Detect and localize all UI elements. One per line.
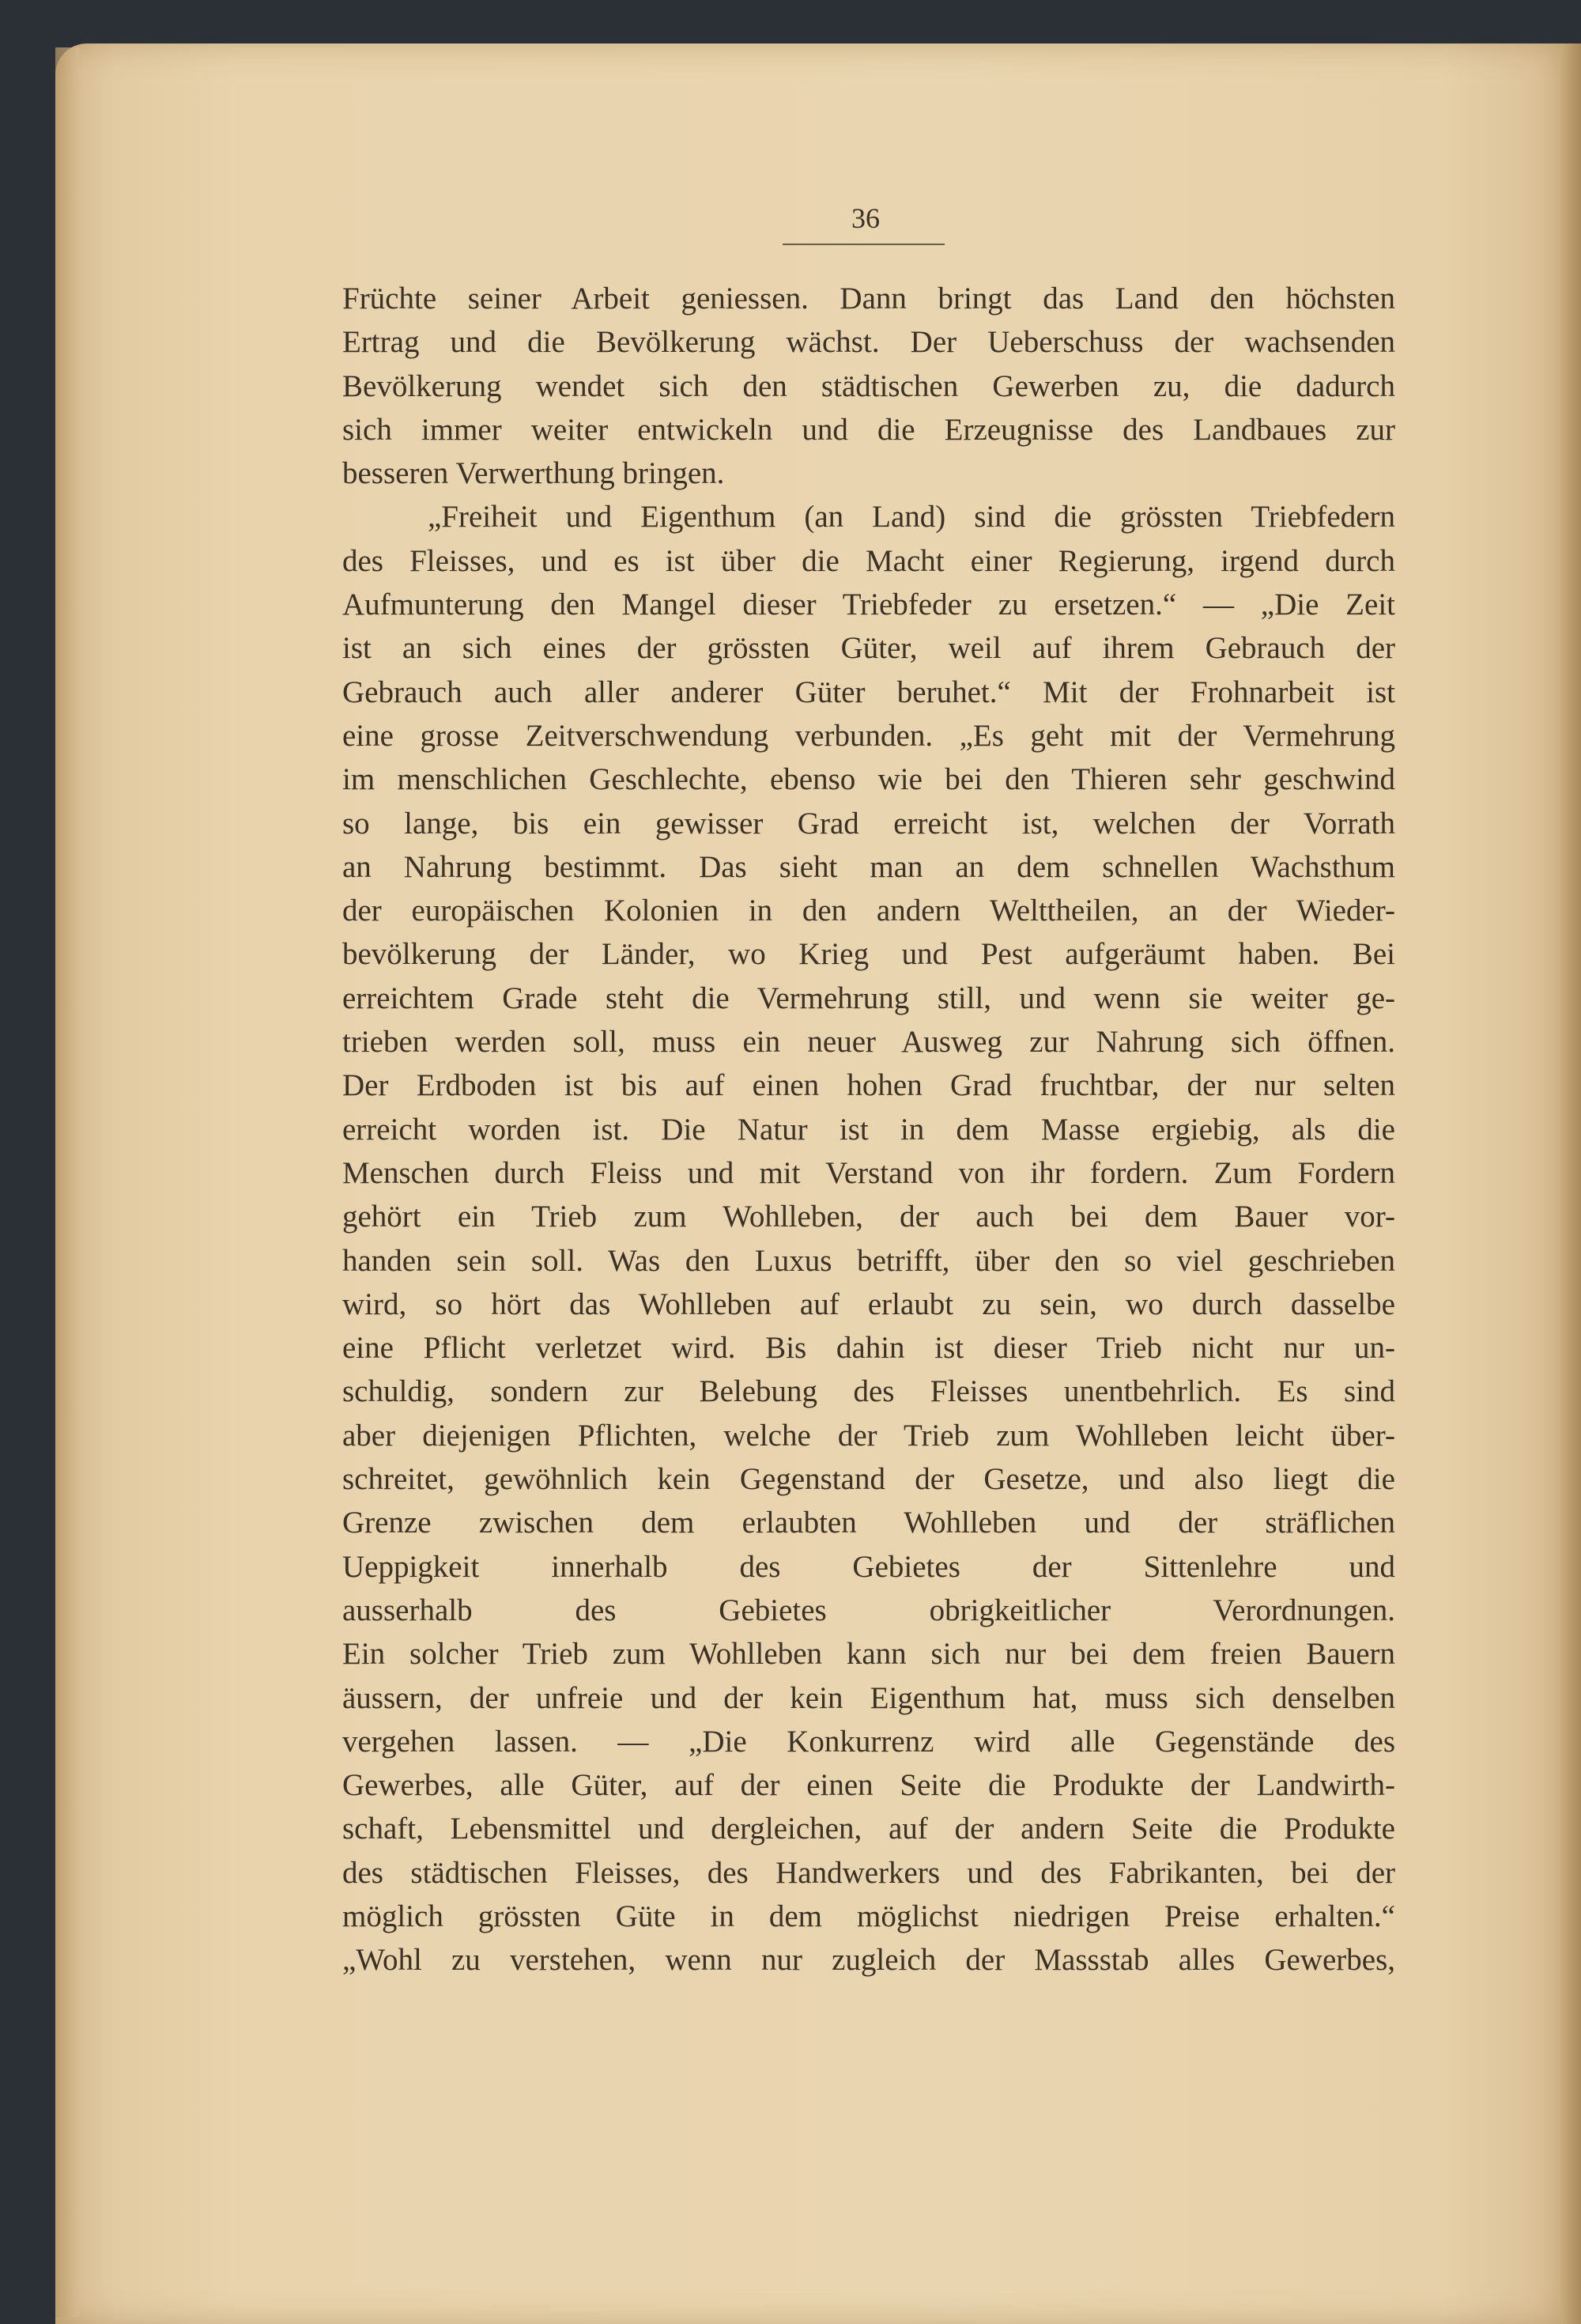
text-line: schuldig, sondern zur Belebung des Fleisses unentbehrlich. Es sind [342,1374,1395,1409]
text-line: Ueppigkeit innerhalb des Gebietes der Sittenlehre und [342,1549,1395,1584]
text-line: Bevölkerung wendet sich den städtischen Gewerben zu, die dadurch [342,368,1395,403]
text-line: so lange, bis ein gewisser Grad erreicht ist, welchen der Vorrath [342,806,1395,841]
text-line: trieben werden soll, muss ein neuer Ausweg zur Nahrung sich öffnen. [342,1025,1395,1060]
text-line: sich immer weiter entwickeln und die Erzeugnisse des Landbaues zur [342,412,1395,447]
next-page-edge [1560,43,1581,2324]
text-line: aber diejenigen Pflichten, welche der Trieb zum Wohlleben leicht über- [342,1418,1395,1453]
text-line: äussern, der unfreie und der kein Eigenthum hat, muss sich denselben [342,1680,1395,1715]
text-line: Früchte seiner Arbeit geniessen. Dann bringt das Land den höchsten [342,282,1395,316]
text-line: der europäischen Kolonien in den andern Welttheilen, an der Wieder- [342,894,1395,928]
text-line: ausserhalb des Gebietes obrigkeitlicher Verordnungen. [342,1593,1395,1627]
text-line: „Freiheit und Eigenthum (an Land) sind die grössten Triebfedern [428,500,1395,535]
text-line: eine grosse Zeitverschwendung verbunden. „Es geht mit der Vermehrung [342,718,1395,753]
text-line: Ertrag und die Bevölkerung wächst. Der Ueberschuss der wachsenden [342,325,1395,360]
page-number-rule [783,244,945,245]
text-line: möglich grössten Güte in dem möglichst niedrigen Preise erhalten.“ [342,1899,1395,1933]
text-line: des städtischen Fleisses, des Handwerkers und des Fabrikanten, bei der [342,1855,1395,1890]
text-line: Der Erdboden ist bis auf einen hohen Grad fruchtbar, der nur selten [342,1068,1395,1103]
text-line: handen sein soll. Was den Luxus betrifft, über den so viel geschrieben [342,1243,1395,1278]
text-line: im menschlichen Geschlechte, ebenso wie bei den Thieren sehr geschwind [342,762,1395,797]
body-text [342,277,1395,1982]
text-line: wird, so hört das Wohlleben auf erlaubt zu sein, wo durch dasselbe [342,1287,1395,1321]
text-line: Menschen durch Fleiss und mit Verstand von ihr fordern. Zum Fordern [342,1155,1395,1190]
text-line: Gebrauch auch aller anderer Güter beruhet.“ Mit der Frohnarbeit ist [342,675,1395,709]
text-line: Ein solcher Trieb zum Wohlleben kann sich nur bei dem freien Bauern [342,1637,1395,1672]
text-line: eine Pflicht verletzet wird. Bis dahin ist dieser Trieb nicht nur un- [342,1331,1395,1366]
text-line: besseren Verwerthung bringen. [342,456,725,491]
text-line: des Fleisses, und es ist über die Macht einer Regierung, irgend durch [342,543,1395,578]
text-line: an Nahrung bestimmt. Das sieht man an dem schnellen Wachsthum [342,849,1395,884]
text-line: vergehen lassen. — „Die Konkurrenz wird alle Gegenstände des [342,1724,1395,1759]
text-line: schreitet, gewöhnlich kein Gegenstand der Gesetze, und also liegt die [342,1462,1395,1497]
page-binding-edge [55,47,79,2317]
text-line: schaft, Lebensmittel und dergleichen, auf der andern Seite die Produkte [342,1812,1395,1846]
text-line: erreichtem Grade steht die Vermehrung still, und wenn sie weiter ge- [342,981,1395,1015]
text-line: bevölkerung der Länder, wo Krieg und Pest aufgeräumt haben. Bei [342,937,1395,972]
text-line: Grenze zwischen dem erlaubten Wohlleben und der sträflichen [342,1506,1395,1540]
text-line: erreicht worden ist. Die Natur ist in dem Masse ergiebig, als die [342,1112,1395,1147]
text-line: „Wohl zu verstehen, wenn nur zugleich der Massstab alles Gewerbes, [342,1943,1395,1978]
text-line: Gewerbes, alle Güter, auf der einen Seite die Produkte der Landwirth- [342,1768,1395,1803]
text-line: gehört ein Trieb zum Wohlleben, der auch bei dem Bauer vor- [342,1200,1395,1234]
text-line: ist an sich eines der grössten Güter, weil auf ihrem Gebrauch der [342,631,1395,666]
page-number: 36 [851,202,880,234]
text-line: Aufmunterung den Mangel dieser Triebfeder zu ersetzen.“ — „Die Zeit [342,588,1395,622]
